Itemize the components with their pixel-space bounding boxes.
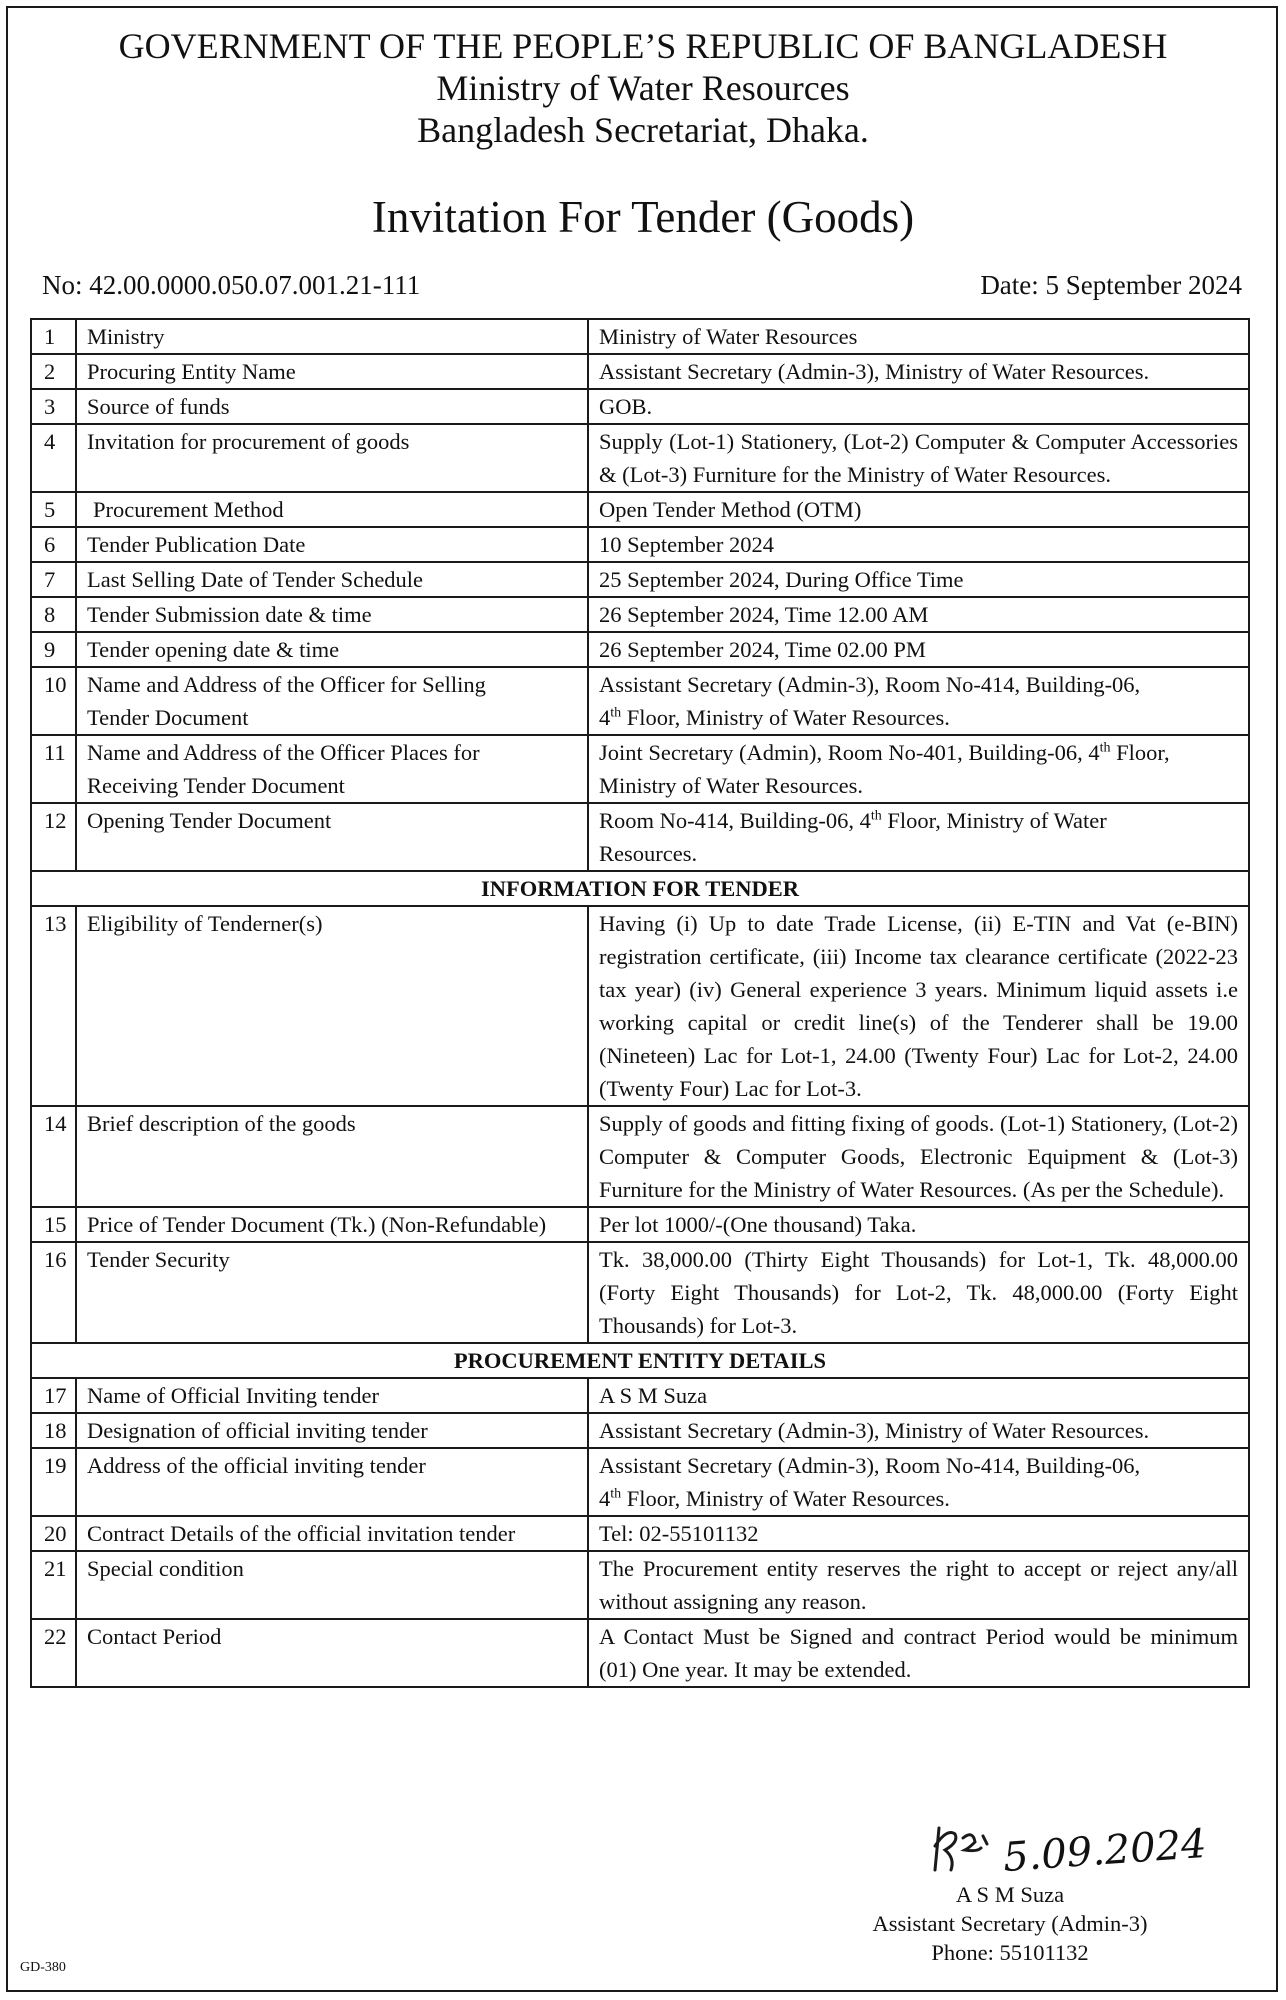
- document-date: Date: 5 September 2024: [980, 270, 1242, 300]
- table-row: 9 Tender opening date & time 26 September 2024, Time 02.00 PM: [31, 632, 1249, 667]
- table-row: 15 Price of Tender Document (Tk.) (Non-Refundable) Per lot 1000/-(One thousand) Taka.: [31, 1207, 1249, 1242]
- row11-label-line2: Receiving Tender Document: [87, 773, 345, 798]
- footer-code: GD-380: [20, 1960, 66, 1975]
- ministry-heading: Ministry of Water Resources: [436, 68, 850, 108]
- table-row: 1 Ministry Ministry of Water Resources: [31, 319, 1249, 354]
- table-row: 6 Tender Publication Date 10 September 2024: [31, 527, 1249, 562]
- signatory-block: [830, 1880, 1190, 1967]
- table-row: 19 Address of the official inviting tender Assistant Secretary (Admin-3), Room No-414, Building-06, 4th Floor, Ministry of Water Resources.: [31, 1448, 1249, 1516]
- section-header-information: INFORMATION FOR TENDER: [31, 871, 1249, 906]
- table-row: 3 Source of funds GOB.: [31, 389, 1249, 424]
- signature-date: 5.09.2024: [1001, 1820, 1208, 1882]
- signatory-phone: Phone: 55101132: [931, 1940, 1089, 1965]
- table-row: 8 Tender Submission date & time 26 September 2024, Time 12.00 AM: [31, 597, 1249, 632]
- secretariat-heading: Bangladesh Secretariat, Dhaka.: [417, 110, 869, 150]
- row10-label-line2: Tender Document: [87, 705, 249, 730]
- row10-label-line1: Name and Address of the Officer for Selling: [87, 672, 486, 697]
- table-row: 5 Procurement Method Open Tender Method (OTM): [31, 492, 1249, 527]
- table-row: 4 Invitation for procurement of goods Supply (Lot-1) Stationery, (Lot-2) Computer & Computer Accessories & (Lot-3) Furniture for the Ministry of Water Resources.: [31, 424, 1249, 492]
- table-row: 21 Special condition The Procurement entity reserves the right to accept or reject any/all without assigning any reason.: [31, 1551, 1249, 1619]
- table-row: 18 Designation of official inviting tender Assistant Secretary (Admin-3), Ministry of Water Resources.: [31, 1413, 1249, 1448]
- table-row: 13 Eligibility of Tenderner(s) Having (i) Up to date Trade License, (ii) E-TIN and Vat (e-BIN) registration certificate, (iii) Income tax clearance certificate (2022-23 tax year) (iv) General experience 3 years. Minimum liquid assets i.e working capital or credit line(s) of the Tenderer shall be 19.00 (Nineteen) Lac for Lot-1, 24.00 (Twenty Four) Lac for Lot-2, 24.00 (Twenty Four) Lac for Lot-3.: [31, 906, 1249, 1106]
- table-row: 22 Contact Period A Contact Must be Signed and contract Period would be minimum (01) One year. It may be extended.: [31, 1619, 1249, 1687]
- table-row: 16 Tender Security Tk. 38,000.00 (Thirty Eight Thousands) for Lot-1, Tk. 48,000.00 (Forty Eight Thousands) for Lot-2, Tk. 48,000.00 (Forty Eight Thousands) for Lot-3.: [31, 1242, 1249, 1343]
- table-row: 17 Name of Official Inviting tender A S M Suza: [31, 1378, 1249, 1413]
- signatory-name: A S M Suza: [955, 1882, 1065, 1907]
- table-row: 11 Name and Address of the Officer Places for Receiving Tender Document Joint Secretary (Admin), Room No-401, Building-06, 4th Floor, Ministry of Water Resources.: [31, 735, 1249, 803]
- reference-number: No: 42.00.0000.050.07.001.21-111: [42, 270, 421, 300]
- section-header-procurement: PROCUREMENT ENTITY DETAILS: [31, 1343, 1249, 1378]
- document-title: Invitation For Tender (Goods): [371, 192, 915, 242]
- tender-table: [30, 318, 1250, 1688]
- government-heading: GOVERNMENT OF THE PEOPLE’S REPUBLIC OF BANGLADESH: [118, 26, 1168, 66]
- row10-value-line1: Assistant Secretary (Admin-3), Room No-414, Building-06,: [599, 672, 1141, 697]
- table-row: 20 Contract Details of the official invitation tender Tel: 02-55101132: [31, 1516, 1249, 1551]
- table-row: 10 Name and Address of the Officer for Selling Tender Document Assistant Secretary (Admin-3), Room No-414, Building-06, 4th Floor, Ministry of Water Resources.: [31, 667, 1249, 735]
- table-row: 14 Brief description of the goods Supply of goods and fitting fixing of goods. (Lot-1) Stationery, (Lot-2) Computer & Computer Goods, Electronic Equipment & (Lot-3) Furniture for the Ministry of Water Resources. (As per the Schedule).: [31, 1106, 1249, 1207]
- table-row: 7 Last Selling Date of Tender Schedule 25 September 2024, During Office Time: [31, 562, 1249, 597]
- table-row: 12 Opening Tender Document Room No-414, Building-06, 4th Floor, Ministry of Water Resources.: [31, 803, 1249, 871]
- signatory-designation: Assistant Secretary (Admin-3): [872, 1911, 1148, 1936]
- row11-label-line1: Name and Address of the Officer Places for: [87, 740, 480, 765]
- table-row: 2 Procuring Entity Name Assistant Secretary (Admin-3), Ministry of Water Resources.: [31, 354, 1249, 389]
